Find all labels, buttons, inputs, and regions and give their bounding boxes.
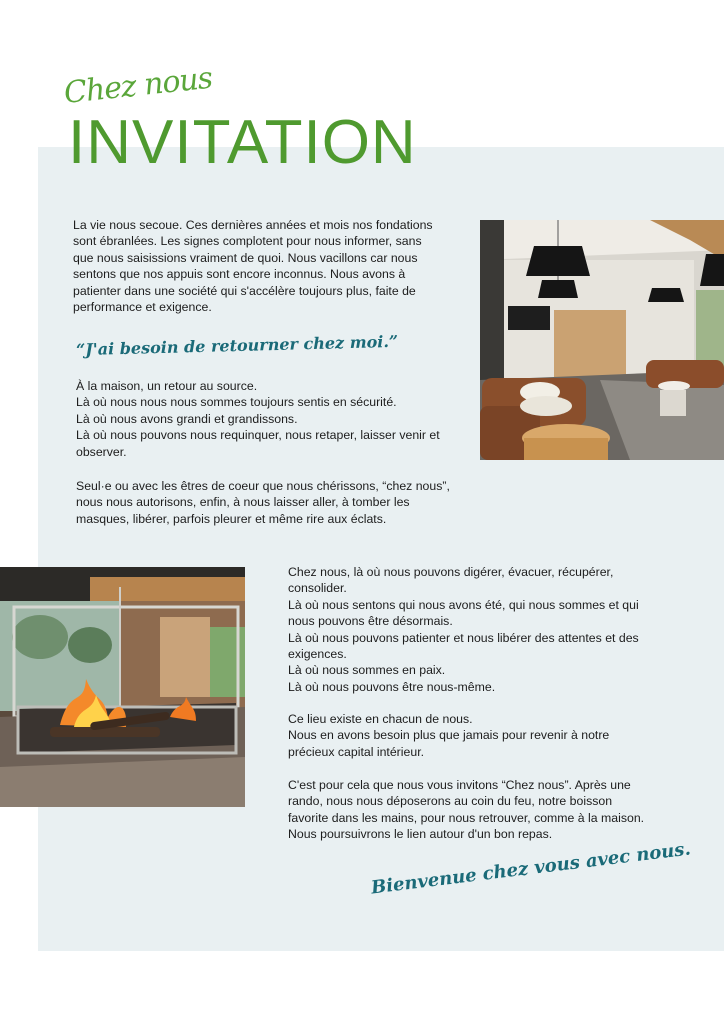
lieu-line: Nous en avons besoin plus que jamais pour revenir à notre précieux capital intérieur. xyxy=(288,728,610,759)
chez-line: Là où nous pouvons être nous-même. xyxy=(288,679,496,694)
signature-script: Bienvenue chez vous avec nous. xyxy=(369,838,692,899)
chez-line: Là où nous sommes en paix. xyxy=(288,663,446,678)
alone-paragraph: Seul·e ou avec les êtres de coeur que nous chérissons, “chez nous”, nous nous autorisons, enfin, à nous laisser aller, à tomber les masques, libérer, parfois pleurer et même rire aux éclats. xyxy=(76,479,450,526)
page-title: INVITATION xyxy=(68,108,417,177)
lounge-photo xyxy=(480,220,724,460)
home-line: À la maison, un retour au source. xyxy=(76,379,258,393)
home-lines xyxy=(76,378,462,460)
home-line: Là où nous pouvons nous requinquer, nous retaper, laisser venir et observer. xyxy=(76,428,440,459)
chez-line: Chez nous, là où nous pouvons digérer, évacuer, récupérer, consolider. xyxy=(288,565,614,596)
closing-paragraph: C'est pour cela que nous vous invitons “Chez nous”. Après une rando, nous nous déposerons au coin du feu, notre boisson favorite dans les mains, pour nous retrouver, comme à la maison. Nous poursuivrons le lien autour d'un bon repas. xyxy=(288,778,645,842)
intro-paragraph: La vie nous secoue. Ces dernières années et mois nos fondations sont ébranlées. Les signes complotent pour nous informer, sans que nous saisissions vraiment de quoi. Nous vacillons car nous sentons que nos appuis sont encore inconnus. Nous avons à patienter dans une société qui s'accélère toujours plus, faite de performance et exigence. xyxy=(73,218,433,315)
lieu-line: Ce lieu existe en chacun de nous. xyxy=(288,712,473,726)
chez-line: Là où nous pouvons patienter et nous libérer des attentes et des exigences. xyxy=(288,630,639,662)
fireplace-photo xyxy=(0,567,245,807)
chez-lines xyxy=(288,564,648,695)
home-line: Là où nous nous nous sommes toujours sentis en sécurité. xyxy=(76,395,397,410)
chez-line: Là où nous sentons qui nous avons été, qui nous sommes et qui nous pouvons être désormais. xyxy=(288,597,639,629)
eyebrow-script: Chez nous xyxy=(62,60,214,111)
home-line: Là où nous avons grandi et grandissons. xyxy=(76,411,298,426)
lieu-lines xyxy=(288,711,648,760)
quote-script: “J'ai besoin de retourner chez moi.” xyxy=(75,331,399,360)
